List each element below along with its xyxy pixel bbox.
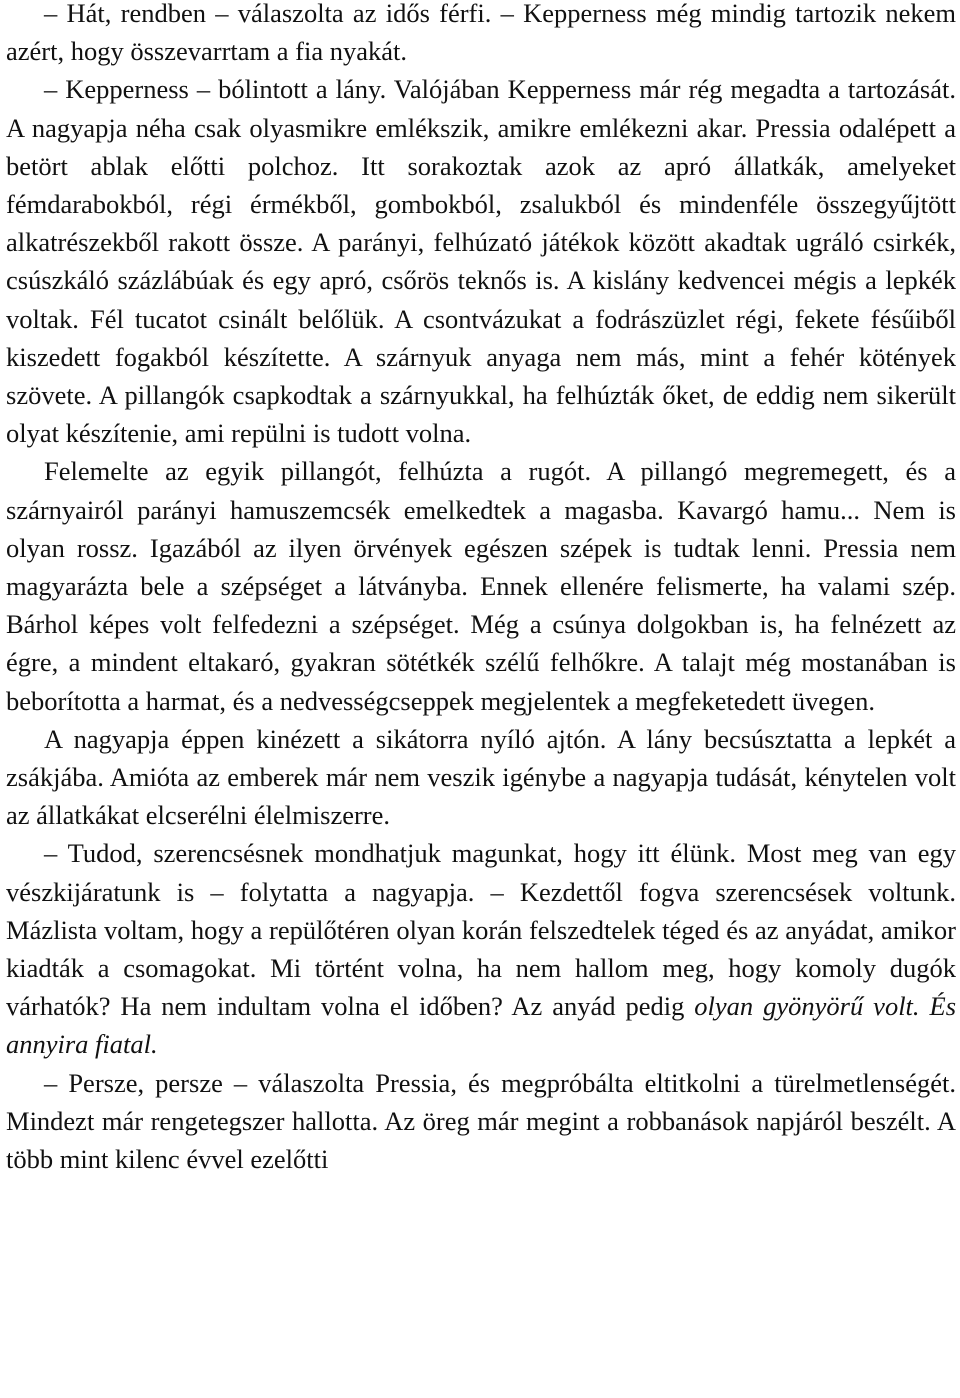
paragraph-3 xyxy=(6,452,956,719)
paragraph-2-text: – Kepperness – bólintott a lány. Valójában Kepperness már rég megadta a tartozását. A nagyapja néha csak olyasmikre emlékszik, amikre emlékezni akar. Pressia odalépett a betört ablak előtti polchoz. Itt sorakoztak azok az apró állatkák, amelyeket fémdarabokból, régi érmékből, gombokból, zsalukból és mindenféle összegyűjtött alkatrészekből rakott össze. A parányi, felhúzató játékok között akadtak ugráló csirkék, csúszkáló százlábúak és egy apró, csőrös teknős is. A kislány kedvencei mégis a lepkék voltak. Fél tucatot csinált belőlük. A csontvázukat a fodrászüzlet régi, fekete fésűiből kiszedett fogakból készítette. A szárnyuk anyaga nem más, mint a fehér kötények szövete. A pillangók csapkodtak a szárnyukkal, ha felhúzták őket, de eddig nem sikerült olyat készítenie, ami repülni is tudott volna. xyxy=(6,74,956,449)
paragraph-3-text: Felemelte az egyik pillangót, felhúzta a rugót. A pillangó megremegett, és a szárnyairól parányi hamuszemcsék emelkedtek a magasba. Kavargó hamu... Nem is olyan rossz. Igazából az ilyen örvények egészen szépek is tudtak lenni. Pressia nem magyarázta bele a szépséget a látványba. Ennek ellenére felismerte, ha valami szép. Bárhol képes volt felfedezni a szépséget. Még a csúnya dolgokban is, ha felnézett az égre, a mindent eltakaró, gyakran sötétkék szélű felhőkre. A talajt még mostanában is beborította a harmat, és a nedvességcseppek megjelentek a megfeketedett üvegen. xyxy=(6,456,956,716)
paragraph-5-italic: olyan gyönyörű volt. És annyira fiatal. xyxy=(6,991,957,1060)
paragraph-5-text: – Tudod, szerencsésnek mondhatjuk magunkat, hogy itt élünk. Most meg van egy vészkijáratunk is – folytatta a nagyapja. – Kezdettől fogva szerencsések voltunk. Mázlista voltam, hogy a repülőtéren olyan korán felszedtelek téged és az anyádat, amikor kiadták a csomagokat. Mi történt volna, ha nem hallom meg, hogy komoly dugók várhatók? Ha nem indultam volna el időben? Az anyád pedig xyxy=(6,838,956,1022)
paragraph-6-text: – Persze, persze – válaszolta Pressia, és megpróbálta eltitkolni a türelmetlenségét. Mindezt már rengetegszer hallotta. Az öreg már megint a robbanások napjáról beszélt. A több mint kilenc évvel ezelőtti xyxy=(6,1067,956,1175)
paragraph-4 xyxy=(6,720,956,835)
paragraph-6 xyxy=(6,1064,956,1179)
paragraph-1 xyxy=(6,0,956,70)
paragraph-4-text: A nagyapja éppen kinézett a sikátorra nyíló ajtón. A lány becsúsztatta a lepkét a zsákjába. Amióta az emberek már nem veszik igénybe a nagyapja tudását, kénytelen volt az állatkákat elcserélni élelmiszerre. xyxy=(6,723,956,831)
book-page xyxy=(6,0,956,1178)
paragraph-2 xyxy=(6,70,956,452)
paragraph-1-text: – Hát, rendben – válaszolta az idős férfi. – Kepperness még mindig tartozik nekem azért, hogy összevarrtam a fia nyakát. xyxy=(6,0,956,67)
paragraph-5 xyxy=(6,834,956,1063)
